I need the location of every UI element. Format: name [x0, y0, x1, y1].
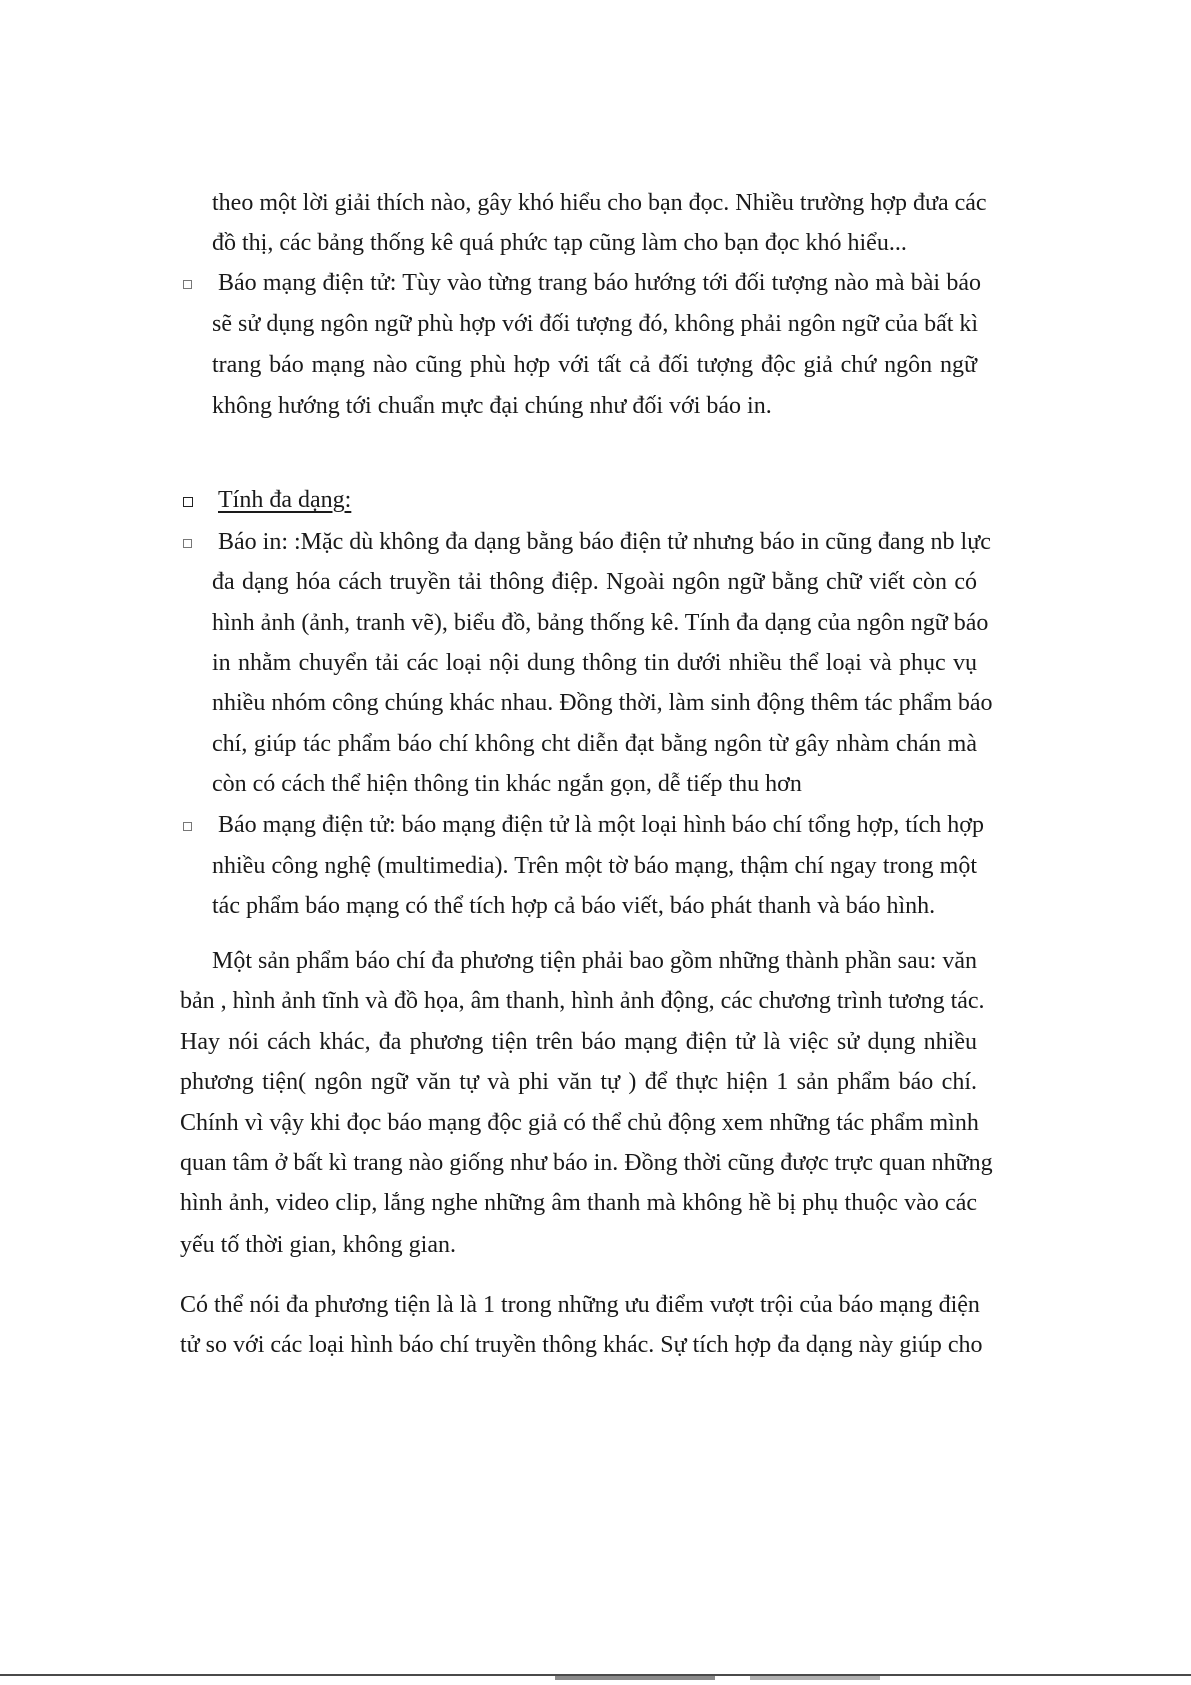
bullet-item-line: hình ảnh (ảnh, tranh vẽ), biểu đồ, bảng thống kê. Tính đa dạng của ngôn ngữ báo: [212, 610, 989, 636]
bullet-item-line: in nhằm chuyển tải các loại nội dung thông tin dưới nhiều thể loại và phục vụ: [212, 650, 977, 676]
paragraph-line: Có thể nói đa phương tiện là là 1 trong những ưu điểm vượt trội của báo mạng điện: [180, 1292, 980, 1318]
section-heading: Tính đa dạng:: [218, 487, 352, 513]
paragraph-line: quan tâm ở bất kì trang nào giống như báo in. Đồng thời cũng được trực quan những: [180, 1150, 993, 1176]
bullet-item-line: sẽ sử dụng ngôn ngữ phù hợp với đối tượng đó, không phải ngôn ngữ của bất kì: [212, 311, 979, 337]
bullet-item-line: chí, giúp tác phẩm báo chí không cht diễn đạt bằng ngôn từ gây nhàm chán mà: [212, 731, 977, 757]
bullet-item-line: Báo mạng điện tử: Tùy vào từng trang báo hướng tới đối tượng nào mà bài báo: [218, 270, 981, 296]
paragraph-line: theo một lời giải thích nào, gây khó hiểu cho bạn đọc. Nhiều trường hợp đưa các: [212, 190, 987, 216]
heading-bullet-icon: [183, 497, 193, 507]
paragraph-line: Hay nói cách khác, đa phương tiện trên báo mạng điện tử là việc sử dụng nhiều: [180, 1029, 977, 1055]
bullet-icon: [183, 280, 192, 289]
paragraph-line: Một sản phẩm báo chí đa phương tiện phải bao gồm những thành phần sau: văn: [212, 948, 977, 974]
bullet-item-line: Báo mạng điện tử: báo mạng điện tử là một loại hình báo chí tổng hợp, tích hợp: [218, 812, 984, 838]
paragraph-line: yếu tố thời gian, không gian.: [180, 1232, 456, 1258]
bullet-item-line: còn có cách thể hiện thông tin khác ngắn gọn, dễ tiếp thu hơn: [212, 771, 802, 797]
paragraph-line: đồ thị, các bảng thống kê quá phức tạp cũng làm cho bạn đọc khó hiểu...: [212, 230, 907, 256]
bullet-icon: [183, 822, 192, 831]
bullet-item-line: trang báo mạng nào cũng phù hợp với tất cả đối tượng độc giả chứ ngôn ngữ: [212, 352, 977, 378]
bullet-item-line: không hướng tới chuẩn mực đại chúng như đối với báo in.: [212, 393, 772, 419]
paragraph-line: bản , hình ảnh tĩnh và đồ họa, âm thanh, hình ảnh động, các chương trình tương tác.: [180, 988, 985, 1014]
page-bottom-artifact: [750, 1676, 880, 1680]
bullet-item-line: Báo in: :Mặc dù không đa dạng bằng báo điện tử nhưng báo in cũng đang nb lực: [218, 529, 991, 555]
paragraph-line: phương tiện( ngôn ngữ văn tự và phi văn tự ) để thực hiện 1 sản phẩm báo chí.: [180, 1069, 977, 1095]
paragraph-line: Chính vì vậy khi đọc báo mạng độc giả có thể chủ động xem những tác phẩm mình: [180, 1110, 979, 1136]
bullet-item-line: đa dạng hóa cách truyền tải thông điệp. Ngoài ngôn ngữ bằng chữ viết còn có: [212, 569, 977, 595]
paragraph-line: hình ảnh, video clip, lắng nghe những âm thanh mà không hề bị phụ thuộc vào các: [180, 1190, 977, 1216]
page-bottom-artifact: [555, 1676, 715, 1680]
bullet-item-line: nhiều công nghệ (multimedia). Trên một tờ báo mạng, thậm chí ngay trong một: [212, 853, 977, 879]
bullet-item-line: nhiều nhóm công chúng khác nhau. Đồng thời, làm sinh động thêm tác phẩm báo: [212, 690, 993, 716]
paragraph-line: tử so với các loại hình báo chí truyền thông khác. Sự tích hợp đa dạng này giúp cho: [180, 1332, 983, 1358]
bullet-icon: [183, 539, 192, 548]
bullet-item-line: tác phẩm báo mạng có thể tích hợp cả báo viết, báo phát thanh và báo hình.: [212, 893, 936, 919]
